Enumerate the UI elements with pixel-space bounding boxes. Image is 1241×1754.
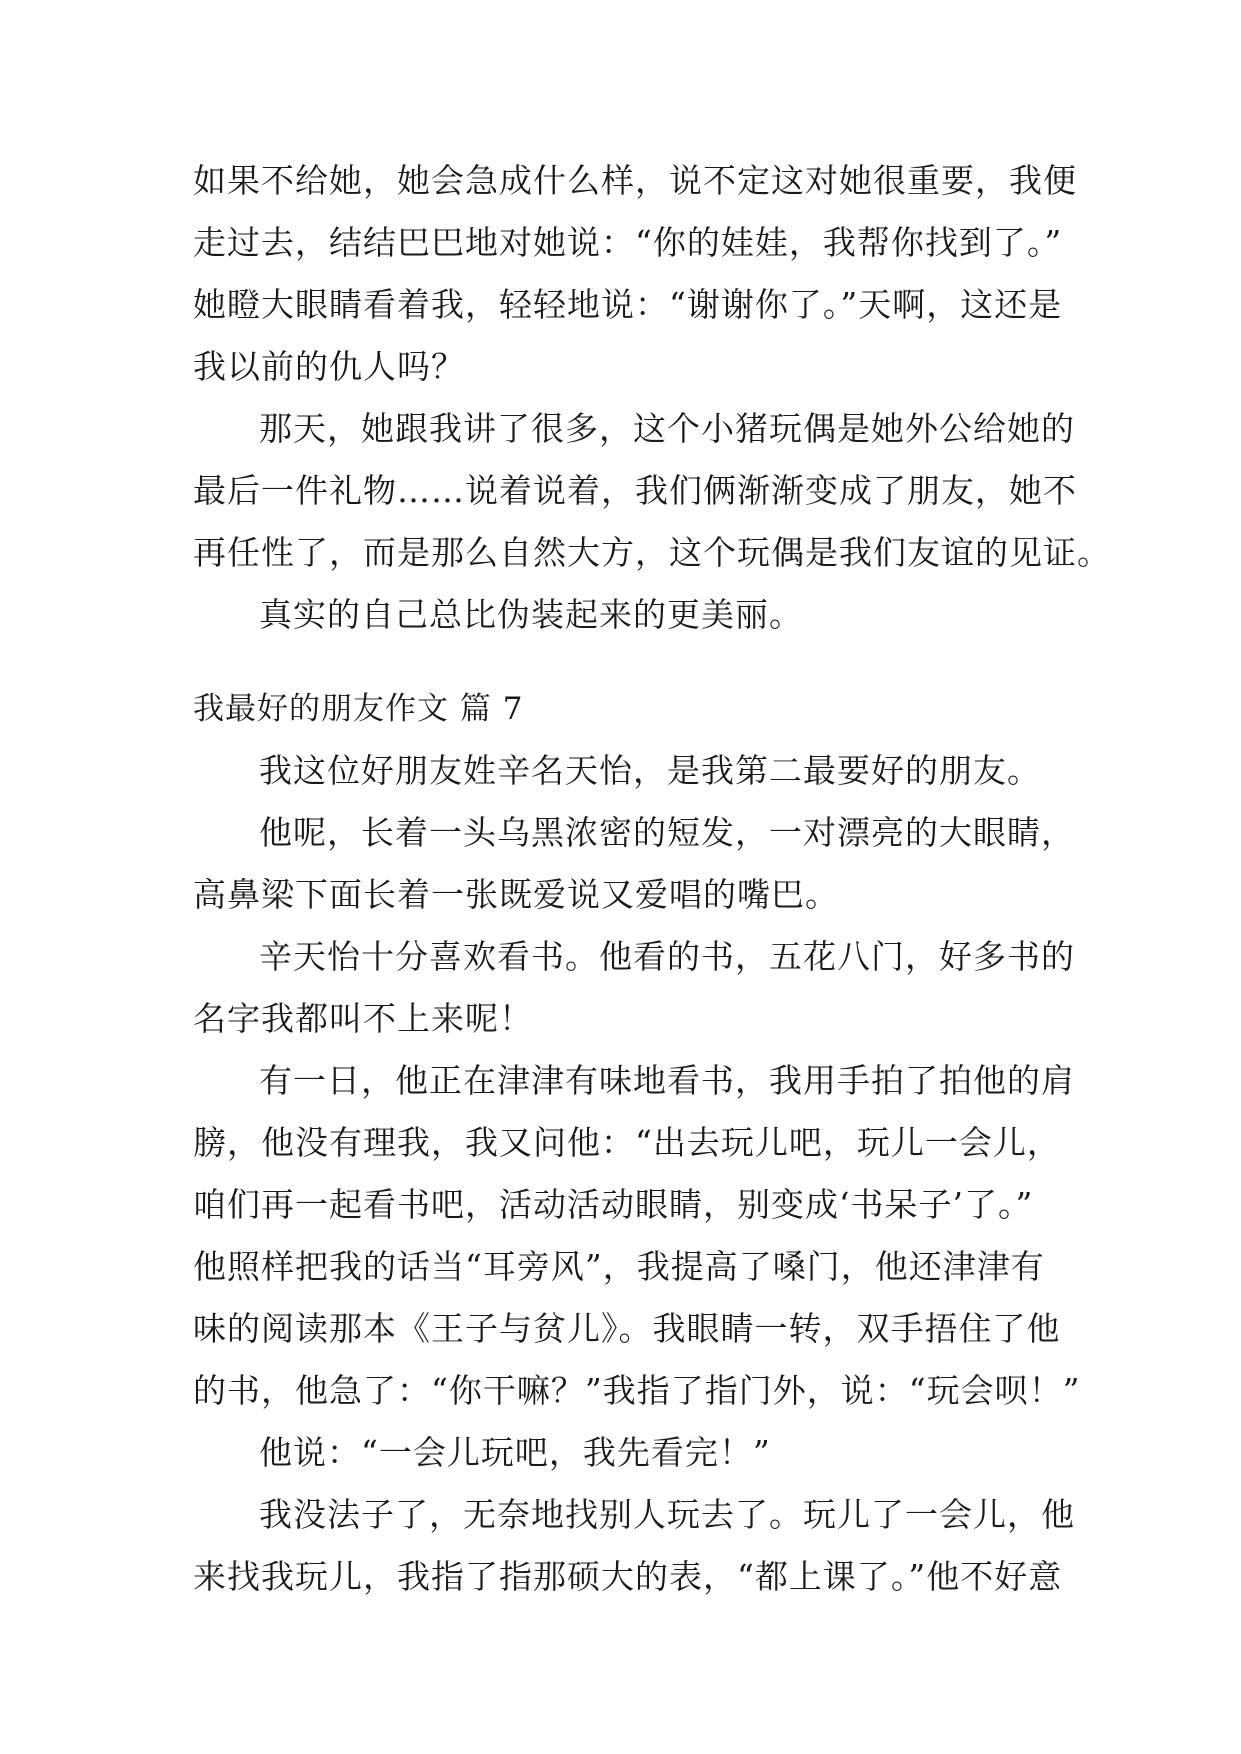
text-line: 我没法子了，无奈地找别人玩去了。玩儿了一会儿，他 (259, 1495, 1075, 1534)
section-heading: 我最好的朋友作文 篇 7 (193, 691, 524, 727)
text-line: 来找我玩儿，我指了指那硕大的表，“都上课了。”他不好意 (193, 1557, 1063, 1596)
section-2 (193, 678, 1081, 1608)
text-line: 名字我都叫不上来呢！ (193, 999, 533, 1038)
text-line: 辛天怡十分喜欢看书。他看的书，五花八门，好多书的 (259, 937, 1075, 976)
text-line: 最后一件礼物……说着说着，我们俩渐渐变成了朋友，她不 (193, 471, 1077, 510)
text-line: 他呢，长着一头乌黑浓密的短发，一对漂亮的大眼睛， (259, 813, 1075, 852)
text-line: 再任性了，而是那么自然大方，这个玩偶是我们友谊的见证。 (193, 533, 1111, 572)
text-line: 我这位好朋友姓辛名天怡，是我第二最要好的朋友。 (259, 751, 1041, 790)
text-line: 如果不给她，她会急成什么样，说不定这对她很重要，我便 (193, 161, 1077, 200)
text-line: 走过去，结结巴巴地对她说：“你的娃娃，我帮你找到了。” (193, 223, 1063, 262)
text-line: 我以前的仇人吗？ (193, 347, 465, 386)
text-line: 有一日，他正在津津有味地看书，我用手拍了拍他的肩 (259, 1061, 1075, 1100)
text-line: 那天，她跟我讲了很多，这个小猪玩偶是她外公给她的 (259, 409, 1075, 448)
text-line: 真实的自己总比伪装起来的更美丽。 (259, 595, 803, 634)
text-line: 膀，他没有理我，我又问他：“出去玩儿吧，玩儿一会儿， (193, 1123, 1061, 1162)
text-line: 他照样把我的话当“耳旁风”，我提高了嗓门，他还津津有 (193, 1247, 1045, 1286)
text-line: 高鼻梁下面长着一张既爱说又爱唱的嘴巴。 (193, 875, 839, 914)
text-line: 他说：“一会儿玩吧，我先看完！” (259, 1433, 771, 1472)
text-line: 她瞪大眼睛看着我，轻轻地说：“谢谢你了。”天啊，这还是 (193, 285, 1063, 324)
text-line: 味的阅读那本《王子与贫儿》。我眼睛一转，双手捂住了他 (193, 1309, 1061, 1348)
section-1-body (193, 150, 1111, 646)
text-line: 的书，他急了：“你干嘛？”我指了指门外，说：“玩会呗！” (193, 1371, 1081, 1410)
text-line: 咱们再一起看书吧，活动活动眼睛，别变成‘书呆子’了。” (193, 1185, 1034, 1224)
